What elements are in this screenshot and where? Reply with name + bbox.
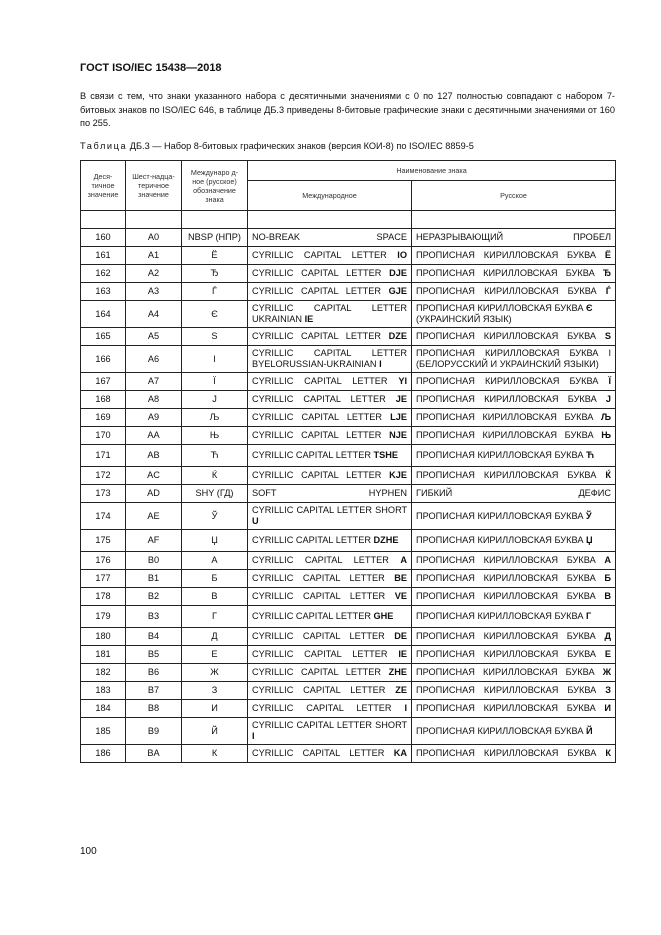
russian-name-note: (УКРАИНСКИЙ ЯЗЫК) [416,314,512,324]
table-row [81,682,616,700]
russian-name-text: ПРОПИСНАЯ КИРИЛЛОВСКАЯ БУКВА [416,591,605,601]
cell-decimal: 167 [81,373,126,391]
cell-russian-name [412,718,616,745]
russian-name-letter: Ќ [605,470,612,480]
cell-russian-name [412,283,616,301]
russian-name-letter: Д [604,631,612,641]
cell-hex: B2 [126,588,182,606]
international-name-text: CYRILLIC CAPITAL LETTER [252,268,390,278]
cell-russian-name [412,628,616,646]
international-name-text: NO-BREAK SPACE [252,232,407,242]
cell-russian-name [412,427,616,445]
table-row [81,445,616,467]
russian-name-text: ПРОПИСНАЯ КИРИЛЛОВСКАЯ БУКВА [416,649,605,659]
international-name-text: CYRILLIC CAPITAL LETTER SHORT [252,505,407,515]
header-russian: Русское [412,180,616,210]
cell-decimal: 172 [81,467,126,485]
russian-name-letter: Ё [604,250,612,260]
international-name-letter: KJE [389,470,407,480]
table-body [81,229,616,763]
cell-russian-name [412,606,616,628]
cell-hex: B5 [126,646,182,664]
cell-decimal: 177 [81,570,126,588]
cell-decimal: 160 [81,229,126,247]
russian-name-letter: Б [604,573,612,583]
cell-international-name [248,700,412,718]
cell-hex: AA [126,427,182,445]
international-name-letter: GHE [373,611,394,621]
table-row [81,373,616,391]
table-row [81,700,616,718]
table-row [81,346,616,373]
cell-international-name [248,503,412,530]
cell-russian-name [412,301,616,328]
table-row [81,503,616,530]
cell-glyph: Ћ [182,445,248,467]
russian-name-letter: J [605,394,612,404]
cell-hex: A0 [126,229,182,247]
cell-decimal: 170 [81,427,126,445]
russian-name-letter: Ў [586,510,592,521]
cell-international-name [248,588,412,606]
cell-glyph: А [182,552,248,570]
russian-name-text: ПРОПИСНАЯ КИРИЛЛОВСКАЯ БУКВА І (БЕЛОРУССКИЙ И УКРАИНСКИЙ ЯЗЫКИ) [416,348,612,369]
cell-hex: B1 [126,570,182,588]
cell-glyph: Ё [182,247,248,265]
international-name-letter: ZHE [388,667,407,677]
table-row [81,552,616,570]
cell-decimal: 165 [81,328,126,346]
cell-international-name [248,301,412,328]
russian-name-text: ПРОПИСНАЯ КИРИЛЛОВСКАЯ БУКВА [416,268,603,278]
cell-decimal: 179 [81,606,126,628]
cell-international-name [248,373,412,391]
international-name-text: CYRILLIC CAPITAL LETTER [252,535,374,545]
international-name-letter: KA [393,748,407,758]
cell-glyph: К [182,745,248,763]
header-glyph: Междунаро д-ное (русское) обозначение знака [182,161,248,211]
cell-international-name [248,467,412,485]
cell-russian-name [412,391,616,409]
cell-russian-name [412,328,616,346]
russian-name-letter: Ђ [602,268,612,278]
cell-international-name [248,409,412,427]
cell-glyph: Љ [182,409,248,427]
cell-international-name [248,346,412,373]
cell-decimal: 174 [81,503,126,530]
cell-hex: B6 [126,664,182,682]
russian-name-text: НЕРАЗРЫВАЮЩИЙ ПРОБЕЛ [416,232,612,242]
international-name-text: CYRILLIC CAPITAL LETTER [252,631,395,641]
international-name-text: CYRILLIC CAPITAL LETTER [252,573,395,583]
international-name-letter: LJE [390,412,407,422]
cell-glyph: З [182,682,248,700]
international-name-text: CYRILLIC CAPITAL LETTER BYELORUSSIAN-UKRAINIAN [252,348,407,369]
cell-hex: A4 [126,301,182,328]
cell-decimal: 178 [81,588,126,606]
table-row [81,328,616,346]
russian-name-text: ПРОПИСНАЯ КИРИЛЛОВСКАЯ БУКВА [416,430,602,440]
international-name-text: CYRILLIC CAPITAL LETTER [252,611,374,621]
cell-glyph: Њ [182,427,248,445]
cell-international-name [248,606,412,628]
cell-glyph: Џ [182,530,248,552]
cell-hex: AD [126,485,182,503]
cell-hex: A2 [126,265,182,283]
russian-name-text: ПРОПИСНАЯ КИРИЛЛОВСКАЯ БУКВА [416,470,606,480]
russian-name-letter: А [604,555,612,565]
international-name-letter: IO [397,250,407,260]
cell-russian-name [412,570,616,588]
table-row [81,247,616,265]
cell-hex: B4 [126,628,182,646]
caption-text: ДБ.3 — Набор 8-битовых графических знаков (версия КОИ-8) по ISO/IEC 8859-5 [127,141,474,151]
international-name-text: SOFT HYPHEN [252,488,407,498]
cell-international-name [248,682,412,700]
cell-glyph: J [182,391,248,409]
russian-name-letter: Ї [608,376,612,386]
cell-glyph: І [182,346,248,373]
cell-international-name [248,552,412,570]
russian-name-text: ПРОПИСНАЯ КИРИЛЛОВСКАЯ БУКВА [416,631,605,641]
russian-name-letter: Ћ [586,450,595,460]
russian-name-text: ПРОПИСНАЯ КИРИЛЛОВСКАЯ БУКВА [416,510,586,521]
table-row [81,606,616,628]
international-name-letter: ZE [395,685,407,695]
international-name-letter: U [252,516,259,526]
cell-international-name [248,427,412,445]
russian-name-letter: Љ [600,412,612,422]
cell-russian-name [412,700,616,718]
table-row [81,588,616,606]
cell-decimal: 181 [81,646,126,664]
cell-decimal: 164 [81,301,126,328]
russian-name-text: ПРОПИСНАЯ КИРИЛЛОВСКАЯ БУКВА [416,573,605,583]
international-name-text: CYRILLIC CAPITAL LETTER [252,394,396,404]
russian-name-letter: З [605,685,612,695]
cell-hex: B8 [126,700,182,718]
cell-glyph: Ќ [182,467,248,485]
cell-glyph: Ђ [182,265,248,283]
cell-hex: B9 [126,718,182,745]
international-name-text: CYRILLIC CAPITAL LETTER [252,667,389,677]
table-caption [80,141,474,151]
cell-hex: A9 [126,409,182,427]
cell-hex: A6 [126,346,182,373]
international-name-letter: JE [395,394,407,404]
cell-decimal: 186 [81,745,126,763]
international-name-text: CYRILLIC CAPITAL LETTER SHORT [252,720,407,730]
russian-name-letter: В [604,591,612,601]
table-row [81,265,616,283]
cell-decimal: 169 [81,409,126,427]
cell-glyph: Д [182,628,248,646]
cell-hex: B3 [126,606,182,628]
russian-name-letter: Є [586,303,593,313]
international-name-letter: NJE [389,430,407,440]
international-name-text: CYRILLIC CAPITAL LETTER [252,649,399,659]
cell-decimal: 175 [81,530,126,552]
cell-glyph: S [182,328,248,346]
cell-russian-name [412,265,616,283]
international-name-text: CYRILLIC CAPITAL LETTER UKRAINIAN [252,303,407,324]
cell-international-name [248,229,412,247]
cell-russian-name [412,503,616,530]
cell-russian-name [412,552,616,570]
russian-name-text: ПРОПИСНАЯ КИРИЛЛОВСКАЯ БУКВА [416,450,586,460]
header-name-group: Наименование знака [248,161,616,181]
international-name-text: CYRILLIC CAPITAL LETTER [252,412,391,422]
cell-decimal: 173 [81,485,126,503]
table-row [81,409,616,427]
cell-russian-name [412,467,616,485]
international-name-text: CYRILLIC CAPITAL LETTER [252,430,390,440]
russian-name-text: ПРОПИСНАЯ КИРИЛЛОВСКАЯ БУКВА [416,703,605,713]
cell-glyph: Й [182,718,248,745]
cell-glyph: Є [182,301,248,328]
table-row [81,530,616,552]
cell-glyph: Ў [182,503,248,530]
cell-decimal: 166 [81,346,126,373]
russian-name-letter: Й [586,725,593,736]
cell-international-name [248,718,412,745]
cell-glyph: Б [182,570,248,588]
cell-russian-name [412,664,616,682]
russian-name-text: ПРОПИСНАЯ КИРИЛЛОВСКАЯ БУКВА [416,667,603,677]
cell-hex: BA [126,745,182,763]
international-name-letter: IE [398,649,407,659]
cell-decimal: 182 [81,664,126,682]
cell-international-name [248,445,412,467]
international-name-letter: IE [304,314,314,324]
cell-russian-name [412,373,616,391]
cell-international-name [248,328,412,346]
cell-hex: A7 [126,373,182,391]
international-name-letter: I [379,359,382,369]
russian-name-text: ПРОПИСНАЯ КИРИЛЛОВСКАЯ БУКВА [416,286,606,296]
cell-international-name [248,646,412,664]
international-name-letter: I [404,703,407,713]
russian-name-text: ПРОПИСНАЯ КИРИЛЛОВСКАЯ БУКВА [416,412,601,422]
cell-hex: AF [126,530,182,552]
international-name-letter: VE [394,591,407,601]
russian-name-text: ПРОПИСНАЯ КИРИЛЛОВСКАЯ БУКВА [416,394,606,404]
international-name-letter: A [400,555,407,565]
cell-international-name [248,265,412,283]
international-name-letter: DE [394,631,407,641]
header-spacer-row [81,211,616,229]
international-name-text: CYRILLIC CAPITAL LETTER [252,250,398,260]
cell-international-name [248,628,412,646]
table-row [81,301,616,328]
russian-name-text: ПРОПИСНАЯ КИРИЛЛОВСКАЯ БУКВА [416,331,605,341]
cell-glyph: Ѓ [182,283,248,301]
table-row [81,628,616,646]
international-name-letter: I [252,731,255,741]
russian-name-text: ПРОПИСНАЯ КИРИЛЛОВСКАЯ БУКВА [416,685,606,695]
caption-label: Таблица [80,141,128,151]
cell-international-name [248,530,412,552]
russian-name-text: ПРОПИСНАЯ КИРИЛЛОВСКАЯ БУКВА [416,376,609,386]
russian-name-letter: S [604,331,612,341]
international-name-letter: TSHE [373,450,399,460]
document-header: ГОСТ ISO/IEC 15438—2018 [80,62,222,74]
page-number: 100 [80,846,97,857]
cell-russian-name [412,346,616,373]
russian-name-text: ПРОПИСНАЯ КИРИЛЛОВСКАЯ БУКВА [416,303,586,313]
russian-name-letter: К [605,748,612,758]
cell-decimal: 185 [81,718,126,745]
russian-name-letter: Џ [586,535,593,545]
cell-glyph: SHY (ГД) [182,485,248,503]
cell-decimal: 184 [81,700,126,718]
international-name-text: CYRILLIC CAPITAL LETTER [252,685,396,695]
cell-russian-name [412,646,616,664]
international-name-letter: DZE [388,331,407,341]
cell-decimal: 176 [81,552,126,570]
international-name-text: CYRILLIC CAPITAL LETTER [252,331,389,341]
cell-international-name [248,283,412,301]
cell-russian-name [412,530,616,552]
russian-name-text: ПРОПИСНАЯ КИРИЛЛОВСКАЯ БУКВА [416,250,605,260]
cell-decimal: 171 [81,445,126,467]
russian-name-text: ПРОПИСНАЯ КИРИЛЛОВСКАЯ БУКВА [416,611,586,621]
international-name-letter: GJE [388,286,407,296]
cell-international-name [248,485,412,503]
cell-hex: AB [126,445,182,467]
table-row [81,646,616,664]
table-row [81,718,616,745]
cell-hex: AE [126,503,182,530]
cell-international-name [248,391,412,409]
table-row [81,229,616,247]
cell-russian-name [412,247,616,265]
russian-name-text: ГИБКИЙ ДЕФИС [416,488,612,498]
cell-russian-name [412,588,616,606]
cell-glyph: Г [182,606,248,628]
header-international: Международное [248,180,412,210]
russian-name-letter: Њ [601,430,612,440]
cell-russian-name [412,682,616,700]
cell-glyph: Е [182,646,248,664]
cell-hex: A3 [126,283,182,301]
table-row [81,391,616,409]
international-name-text: CYRILLIC CAPITAL LETTER [252,591,395,601]
cell-glyph: Ж [182,664,248,682]
cell-international-name [248,570,412,588]
cell-russian-name [412,409,616,427]
russian-name-text: ПРОПИСНАЯ КИРИЛЛОВСКАЯ БУКВА [416,535,586,545]
russian-name-letter: Ѓ [605,286,612,296]
russian-name-letter: Е [604,649,612,659]
table-row [81,427,616,445]
international-name-text: CYRILLIC CAPITAL LETTER [252,450,374,460]
cell-international-name [248,745,412,763]
intro-paragraph: В связи с тем, что знаки указанного набора с десятичными значениями с 0 по 127 полностью совпадают с набором 7-битовых знаков по ISO/IEC 646, в таблице ДБ.3 приведены 8-битовые графические знаки с десятичными значениями от 160 по 255. [80,91,615,128]
table-row [81,283,616,301]
table-row [81,664,616,682]
international-name-text: CYRILLIC CAPITAL LETTER [252,470,390,480]
charset-table [80,160,616,763]
cell-decimal: 161 [81,247,126,265]
cell-decimal: 168 [81,391,126,409]
cell-hex: B7 [126,682,182,700]
cell-decimal: 163 [81,283,126,301]
russian-name-letter: Ж [602,667,612,677]
header-decimal: Деся-тичное значение [81,161,126,211]
russian-name-letter: Г [586,611,592,621]
russian-name-letter: И [604,703,612,713]
cell-russian-name [412,485,616,503]
international-name-letter: DZHE [373,535,399,545]
cell-decimal: 183 [81,682,126,700]
international-name-text: CYRILLIC CAPITAL LETTER [252,748,394,758]
international-name-letter: YI [398,376,407,386]
cell-russian-name [412,745,616,763]
cell-glyph: И [182,700,248,718]
table-row [81,570,616,588]
international-name-text: CYRILLIC CAPITAL LETTER [252,376,399,386]
table-row [81,485,616,503]
international-name-text: CYRILLIC CAPITAL LETTER [252,286,389,296]
cell-russian-name [412,445,616,467]
international-name-letter: DJE [389,268,407,278]
cell-international-name [248,664,412,682]
table-row [81,467,616,485]
cell-international-name [248,247,412,265]
russian-name-text: ПРОПИСНАЯ КИРИЛЛОВСКАЯ БУКВА [416,748,606,758]
russian-name-text: ПРОПИСНАЯ КИРИЛЛОВСКАЯ БУКВА [416,555,605,565]
cell-russian-name [412,229,616,247]
cell-decimal: 162 [81,265,126,283]
cell-glyph: Ї [182,373,248,391]
cell-glyph: NBSP (НПР) [182,229,248,247]
international-name-text: CYRILLIC CAPITAL LETTER [252,703,405,713]
cell-decimal: 180 [81,628,126,646]
cell-hex: A1 [126,247,182,265]
international-name-letter: BE [394,573,407,583]
cell-hex: AC [126,467,182,485]
international-name-text: CYRILLIC CAPITAL LETTER [252,555,401,565]
cell-glyph: В [182,588,248,606]
cell-hex: B0 [126,552,182,570]
table-row [81,745,616,763]
cell-hex: A8 [126,391,182,409]
cell-hex: A5 [126,328,182,346]
header-hex: Шест-надца-теричное значение [126,161,182,211]
russian-name-text: ПРОПИСНАЯ КИРИЛЛОВСКАЯ БУКВА [416,725,586,736]
